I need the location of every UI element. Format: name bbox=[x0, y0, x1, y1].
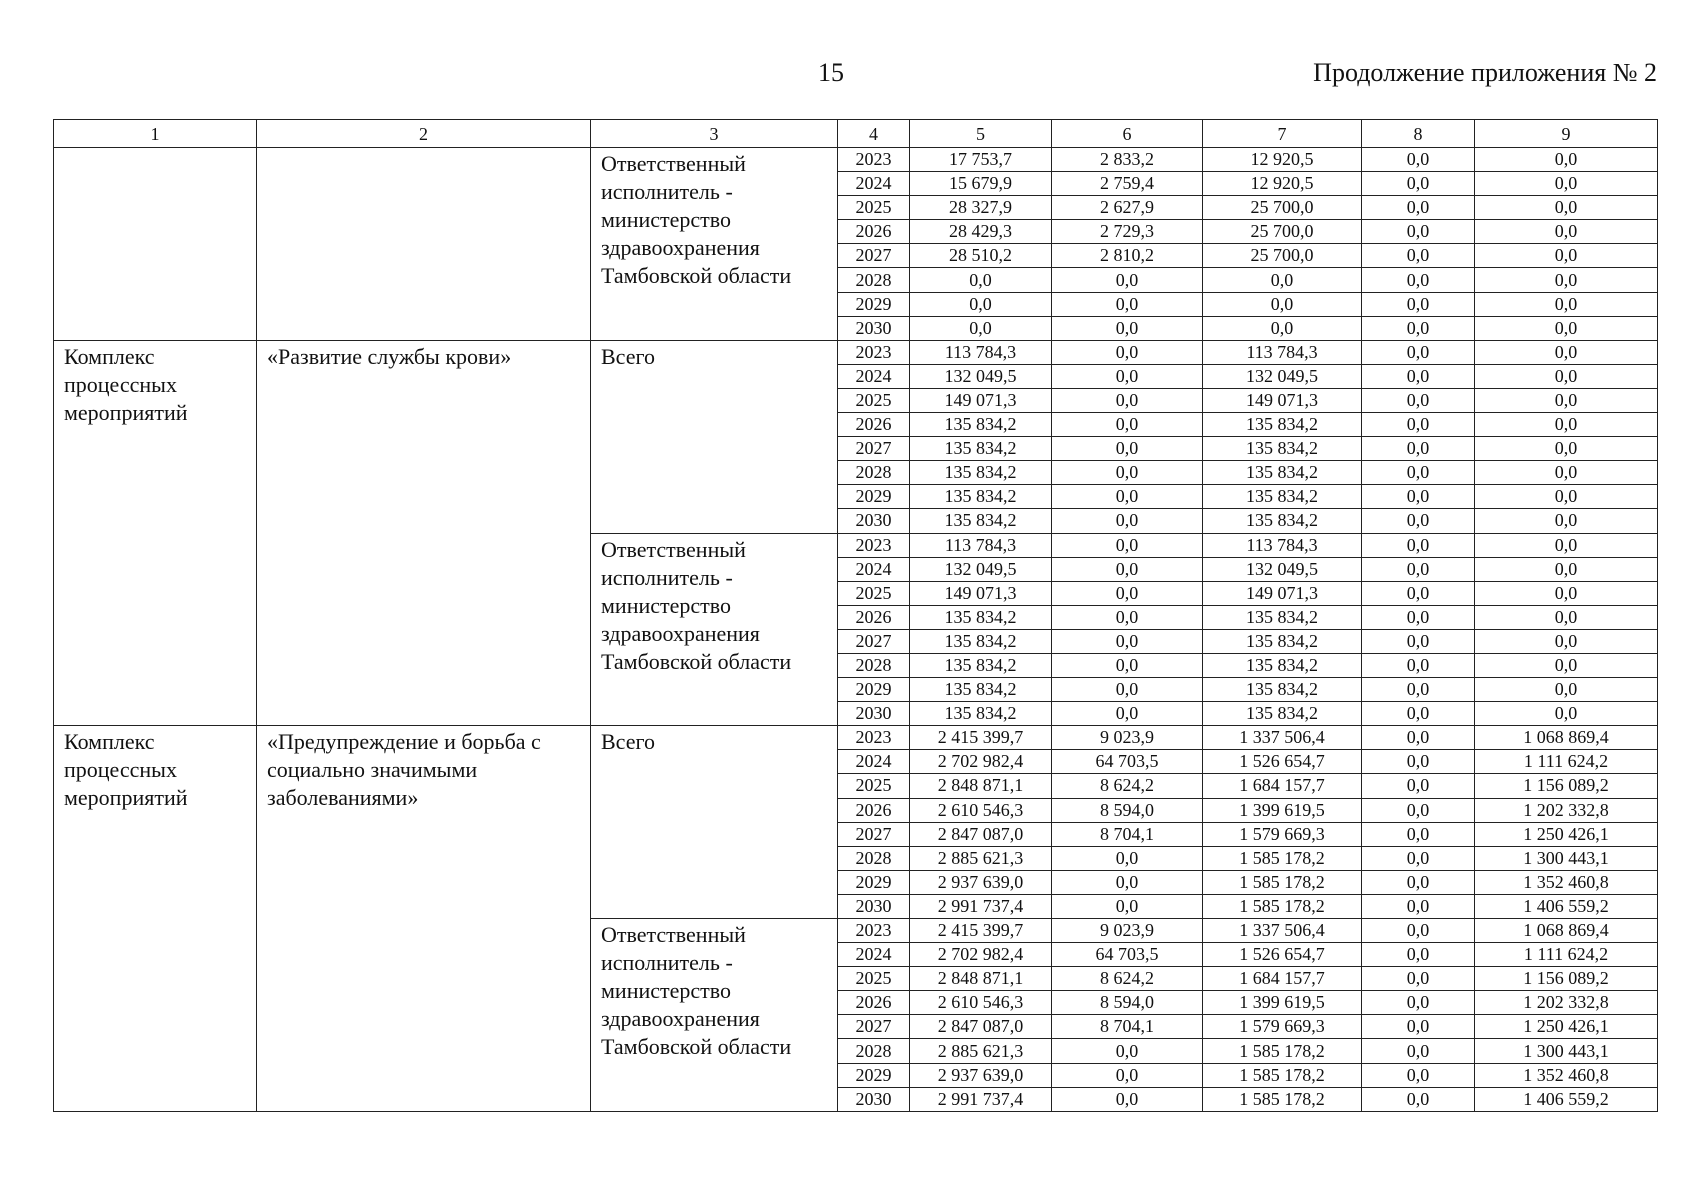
value-cell: 0,0 bbox=[1475, 461, 1658, 485]
value-cell: 1 585 178,2 bbox=[1203, 1087, 1362, 1111]
value-cell: 135 834,2 bbox=[910, 485, 1052, 509]
value-cell: 0,0 bbox=[1362, 581, 1475, 605]
value-cell: 64 703,5 bbox=[1052, 943, 1203, 967]
value-cell: 0,0 bbox=[1052, 533, 1203, 557]
value-cell: 0,0 bbox=[1052, 605, 1203, 629]
value-cell: 0,0 bbox=[1052, 316, 1203, 340]
value-cell: 132 049,5 bbox=[1203, 364, 1362, 388]
value-cell: 9 023,9 bbox=[1052, 726, 1203, 750]
value-cell: 0,0 bbox=[1362, 967, 1475, 991]
value-cell: 0,0 bbox=[1475, 581, 1658, 605]
year-cell: 2023 bbox=[838, 148, 910, 172]
value-cell: 0,0 bbox=[1362, 991, 1475, 1015]
value-cell: 0,0 bbox=[1052, 846, 1203, 870]
table-row bbox=[54, 726, 1658, 750]
year-cell: 2029 bbox=[838, 1063, 910, 1087]
value-cell: 2 937 639,0 bbox=[910, 1063, 1052, 1087]
value-cell: 0,0 bbox=[1362, 196, 1475, 220]
value-cell: 0,0 bbox=[1052, 437, 1203, 461]
value-cell: 0,0 bbox=[1475, 292, 1658, 316]
year-cell: 2026 bbox=[838, 798, 910, 822]
value-cell: 0,0 bbox=[1362, 244, 1475, 268]
executor-cell: Ответственный исполнитель - министерство здравоохранения Тамбовской области bbox=[591, 919, 838, 1112]
value-cell: 1 156 089,2 bbox=[1475, 967, 1658, 991]
value-cell: 0,0 bbox=[1362, 798, 1475, 822]
year-cell: 2030 bbox=[838, 894, 910, 918]
value-cell: 8 704,1 bbox=[1052, 822, 1203, 846]
value-cell: 0,0 bbox=[1475, 148, 1658, 172]
value-cell: 0,0 bbox=[1475, 413, 1658, 437]
executor-cell: Ответственный исполнитель - министерство здравоохранения Тамбовской области bbox=[591, 533, 838, 726]
value-cell: 1 352 460,8 bbox=[1475, 1063, 1658, 1087]
year-cell: 2027 bbox=[838, 629, 910, 653]
year-cell: 2026 bbox=[838, 605, 910, 629]
measure-type-cell: Комплекс процессных мероприятий bbox=[54, 726, 257, 1112]
value-cell: 0,0 bbox=[1362, 437, 1475, 461]
column-header: 2 bbox=[257, 120, 591, 148]
value-cell: 0,0 bbox=[1203, 316, 1362, 340]
value-cell: 0,0 bbox=[1362, 702, 1475, 726]
value-cell: 1 585 178,2 bbox=[1203, 1063, 1362, 1087]
value-cell: 0,0 bbox=[1362, 461, 1475, 485]
measure-name-cell: «Предупреждение и борьба с социально значимыми заболеваниями» bbox=[257, 726, 591, 1112]
value-cell: 8 704,1 bbox=[1052, 1015, 1203, 1039]
table-row bbox=[54, 148, 1658, 172]
column-header: 6 bbox=[1052, 120, 1203, 148]
value-cell: 113 784,3 bbox=[1203, 533, 1362, 557]
value-cell: 0,0 bbox=[1475, 244, 1658, 268]
value-cell: 0,0 bbox=[1362, 557, 1475, 581]
value-cell: 113 784,3 bbox=[910, 533, 1052, 557]
column-header: 1 bbox=[54, 120, 257, 148]
value-cell: 0,0 bbox=[1362, 485, 1475, 509]
value-cell: 1 202 332,8 bbox=[1475, 798, 1658, 822]
year-cell: 2023 bbox=[838, 726, 910, 750]
executor-cell: Ответственный исполнитель - министерство здравоохранения Тамбовской области bbox=[591, 148, 838, 341]
value-cell: 8 624,2 bbox=[1052, 967, 1203, 991]
year-cell: 2026 bbox=[838, 220, 910, 244]
value-cell: 0,0 bbox=[1052, 340, 1203, 364]
year-cell: 2024 bbox=[838, 364, 910, 388]
year-cell: 2024 bbox=[838, 172, 910, 196]
value-cell: 0,0 bbox=[1475, 268, 1658, 292]
value-cell: 2 702 982,4 bbox=[910, 750, 1052, 774]
value-cell: 2 759,4 bbox=[1052, 172, 1203, 196]
value-cell: 1 684 157,7 bbox=[1203, 967, 1362, 991]
value-cell: 2 610 546,3 bbox=[910, 798, 1052, 822]
value-cell: 0,0 bbox=[1362, 870, 1475, 894]
year-cell: 2029 bbox=[838, 870, 910, 894]
value-cell: 0,0 bbox=[1052, 1087, 1203, 1111]
executor-cell: Всего bbox=[591, 340, 838, 533]
year-cell: 2024 bbox=[838, 750, 910, 774]
value-cell: 2 847 087,0 bbox=[910, 822, 1052, 846]
year-cell: 2023 bbox=[838, 919, 910, 943]
value-cell: 1 111 624,2 bbox=[1475, 750, 1658, 774]
value-cell: 1 585 178,2 bbox=[1203, 894, 1362, 918]
year-cell: 2030 bbox=[838, 509, 910, 533]
value-cell: 0,0 bbox=[1052, 1039, 1203, 1063]
value-cell: 1 526 654,7 bbox=[1203, 943, 1362, 967]
value-cell: 0,0 bbox=[1362, 750, 1475, 774]
value-cell: 0,0 bbox=[1052, 268, 1203, 292]
value-cell: 0,0 bbox=[1362, 268, 1475, 292]
value-cell: 0,0 bbox=[1052, 509, 1203, 533]
column-header: 5 bbox=[910, 120, 1052, 148]
value-cell: 0,0 bbox=[1475, 196, 1658, 220]
value-cell: 135 834,2 bbox=[1203, 437, 1362, 461]
value-cell: 28 510,2 bbox=[910, 244, 1052, 268]
value-cell: 0,0 bbox=[1362, 1015, 1475, 1039]
value-cell: 0,0 bbox=[1362, 292, 1475, 316]
value-cell: 0,0 bbox=[1203, 292, 1362, 316]
value-cell: 2 847 087,0 bbox=[910, 1015, 1052, 1039]
value-cell: 17 753,7 bbox=[910, 148, 1052, 172]
value-cell: 135 834,2 bbox=[1203, 485, 1362, 509]
value-cell: 135 834,2 bbox=[1203, 653, 1362, 677]
value-cell: 0,0 bbox=[1362, 1087, 1475, 1111]
value-cell: 64 703,5 bbox=[1052, 750, 1203, 774]
value-cell: 0,0 bbox=[1052, 581, 1203, 605]
value-cell: 1 156 089,2 bbox=[1475, 774, 1658, 798]
value-cell: 0,0 bbox=[1052, 557, 1203, 581]
value-cell: 0,0 bbox=[1052, 629, 1203, 653]
value-cell: 1 300 443,1 bbox=[1475, 1039, 1658, 1063]
value-cell: 2 627,9 bbox=[1052, 196, 1203, 220]
table-body bbox=[54, 148, 1658, 1112]
value-cell: 0,0 bbox=[1362, 726, 1475, 750]
value-cell: 0,0 bbox=[1052, 461, 1203, 485]
year-cell: 2030 bbox=[838, 702, 910, 726]
executor-cell: Всего bbox=[591, 726, 838, 919]
value-cell: 2 810,2 bbox=[1052, 244, 1203, 268]
table-header-row bbox=[54, 120, 1658, 148]
value-cell: 0,0 bbox=[1362, 774, 1475, 798]
value-cell: 135 834,2 bbox=[1203, 413, 1362, 437]
value-cell: 0,0 bbox=[1362, 822, 1475, 846]
value-cell: 0,0 bbox=[1362, 629, 1475, 653]
year-cell: 2026 bbox=[838, 413, 910, 437]
value-cell: 0,0 bbox=[1475, 629, 1658, 653]
value-cell: 1 352 460,8 bbox=[1475, 870, 1658, 894]
value-cell: 135 834,2 bbox=[910, 653, 1052, 677]
value-cell: 2 885 621,3 bbox=[910, 1039, 1052, 1063]
value-cell: 2 991 737,4 bbox=[910, 1087, 1052, 1111]
value-cell: 1 684 157,7 bbox=[1203, 774, 1362, 798]
column-header: 9 bbox=[1475, 120, 1658, 148]
value-cell: 2 702 982,4 bbox=[910, 943, 1052, 967]
value-cell: 8 594,0 bbox=[1052, 798, 1203, 822]
year-cell: 2029 bbox=[838, 485, 910, 509]
value-cell: 0,0 bbox=[1362, 172, 1475, 196]
value-cell: 0,0 bbox=[1362, 943, 1475, 967]
value-cell: 2 833,2 bbox=[1052, 148, 1203, 172]
value-cell: 135 834,2 bbox=[910, 437, 1052, 461]
value-cell: 0,0 bbox=[1052, 894, 1203, 918]
value-cell: 2 937 639,0 bbox=[910, 870, 1052, 894]
value-cell: 1 406 559,2 bbox=[1475, 894, 1658, 918]
value-cell: 0,0 bbox=[1475, 485, 1658, 509]
value-cell: 149 071,3 bbox=[1203, 388, 1362, 412]
value-cell: 1 068 869,4 bbox=[1475, 919, 1658, 943]
value-cell: 0,0 bbox=[1362, 509, 1475, 533]
value-cell: 149 071,3 bbox=[910, 581, 1052, 605]
value-cell: 0,0 bbox=[1362, 533, 1475, 557]
value-cell: 0,0 bbox=[910, 268, 1052, 292]
value-cell: 2 848 871,1 bbox=[910, 774, 1052, 798]
value-cell: 0,0 bbox=[1052, 485, 1203, 509]
page-caption: Продолжение приложения № 2 bbox=[1313, 58, 1657, 87]
value-cell: 0,0 bbox=[1362, 340, 1475, 364]
value-cell: 0,0 bbox=[1362, 1063, 1475, 1087]
value-cell: 135 834,2 bbox=[1203, 702, 1362, 726]
value-cell: 0,0 bbox=[1362, 919, 1475, 943]
value-cell: 2 415 399,7 bbox=[910, 919, 1052, 943]
measure-type-cell bbox=[54, 148, 257, 341]
value-cell: 2 991 737,4 bbox=[910, 894, 1052, 918]
year-cell: 2027 bbox=[838, 822, 910, 846]
value-cell: 2 848 871,1 bbox=[910, 967, 1052, 991]
value-cell: 0,0 bbox=[1362, 653, 1475, 677]
value-cell: 0,0 bbox=[1475, 316, 1658, 340]
value-cell: 1 399 619,5 bbox=[1203, 991, 1362, 1015]
measure-name-cell: «Развитие службы крови» bbox=[257, 340, 591, 726]
value-cell: 0,0 bbox=[1475, 388, 1658, 412]
value-cell: 0,0 bbox=[1475, 678, 1658, 702]
value-cell: 1 399 619,5 bbox=[1203, 798, 1362, 822]
value-cell: 0,0 bbox=[1475, 220, 1658, 244]
value-cell: 149 071,3 bbox=[1203, 581, 1362, 605]
value-cell: 135 834,2 bbox=[910, 702, 1052, 726]
value-cell: 1 111 624,2 bbox=[1475, 943, 1658, 967]
value-cell: 8 624,2 bbox=[1052, 774, 1203, 798]
year-cell: 2025 bbox=[838, 388, 910, 412]
value-cell: 28 327,9 bbox=[910, 196, 1052, 220]
value-cell: 0,0 bbox=[1475, 340, 1658, 364]
value-cell: 135 834,2 bbox=[910, 629, 1052, 653]
value-cell: 113 784,3 bbox=[1203, 340, 1362, 364]
year-cell: 2027 bbox=[838, 437, 910, 461]
value-cell: 0,0 bbox=[1052, 388, 1203, 412]
year-cell: 2028 bbox=[838, 461, 910, 485]
value-cell: 1 585 178,2 bbox=[1203, 846, 1362, 870]
value-cell: 135 834,2 bbox=[1203, 461, 1362, 485]
year-cell: 2030 bbox=[838, 1087, 910, 1111]
value-cell: 1 202 332,8 bbox=[1475, 991, 1658, 1015]
year-cell: 2028 bbox=[838, 1039, 910, 1063]
value-cell: 25 700,0 bbox=[1203, 220, 1362, 244]
value-cell: 2 729,3 bbox=[1052, 220, 1203, 244]
year-cell: 2028 bbox=[838, 653, 910, 677]
value-cell: 0,0 bbox=[1475, 605, 1658, 629]
value-cell: 0,0 bbox=[1362, 678, 1475, 702]
value-cell: 149 071,3 bbox=[910, 388, 1052, 412]
value-cell: 135 834,2 bbox=[910, 605, 1052, 629]
value-cell: 1 337 506,4 bbox=[1203, 726, 1362, 750]
value-cell: 0,0 bbox=[1475, 364, 1658, 388]
year-cell: 2025 bbox=[838, 774, 910, 798]
value-cell: 0,0 bbox=[1362, 364, 1475, 388]
value-cell: 1 526 654,7 bbox=[1203, 750, 1362, 774]
value-cell: 0,0 bbox=[1362, 605, 1475, 629]
year-cell: 2028 bbox=[838, 268, 910, 292]
value-cell: 8 594,0 bbox=[1052, 991, 1203, 1015]
value-cell: 0,0 bbox=[1362, 1039, 1475, 1063]
page-number: 15 bbox=[818, 58, 844, 87]
value-cell: 0,0 bbox=[910, 316, 1052, 340]
value-cell: 0,0 bbox=[1052, 870, 1203, 894]
measure-type-cell: Комплекс процессных мероприятий bbox=[54, 340, 257, 726]
value-cell: 0,0 bbox=[1052, 413, 1203, 437]
year-cell: 2025 bbox=[838, 581, 910, 605]
value-cell: 1 585 178,2 bbox=[1203, 870, 1362, 894]
value-cell: 2 610 546,3 bbox=[910, 991, 1052, 1015]
year-cell: 2025 bbox=[838, 196, 910, 220]
measure-name-cell bbox=[257, 148, 591, 341]
value-cell: 0,0 bbox=[1052, 1063, 1203, 1087]
value-cell: 0,0 bbox=[1475, 557, 1658, 581]
year-cell: 2027 bbox=[838, 1015, 910, 1039]
value-cell: 0,0 bbox=[1362, 846, 1475, 870]
value-cell: 0,0 bbox=[1362, 894, 1475, 918]
value-cell: 1 579 669,3 bbox=[1203, 1015, 1362, 1039]
value-cell: 0,0 bbox=[1475, 437, 1658, 461]
table-row bbox=[54, 340, 1658, 364]
value-cell: 132 049,5 bbox=[910, 364, 1052, 388]
value-cell: 135 834,2 bbox=[1203, 509, 1362, 533]
value-cell: 1 250 426,1 bbox=[1475, 1015, 1658, 1039]
value-cell: 0,0 bbox=[1052, 702, 1203, 726]
value-cell: 135 834,2 bbox=[910, 509, 1052, 533]
value-cell: 135 834,2 bbox=[910, 413, 1052, 437]
year-cell: 2024 bbox=[838, 943, 910, 967]
value-cell: 0,0 bbox=[1052, 364, 1203, 388]
value-cell: 1 585 178,2 bbox=[1203, 1039, 1362, 1063]
year-cell: 2023 bbox=[838, 340, 910, 364]
value-cell: 135 834,2 bbox=[1203, 605, 1362, 629]
value-cell: 132 049,5 bbox=[1203, 557, 1362, 581]
value-cell: 1 337 506,4 bbox=[1203, 919, 1362, 943]
value-cell: 113 784,3 bbox=[910, 340, 1052, 364]
value-cell: 0,0 bbox=[1475, 509, 1658, 533]
value-cell: 135 834,2 bbox=[1203, 629, 1362, 653]
value-cell: 12 920,5 bbox=[1203, 172, 1362, 196]
year-cell: 2026 bbox=[838, 991, 910, 1015]
column-header: 3 bbox=[591, 120, 838, 148]
year-cell: 2029 bbox=[838, 292, 910, 316]
column-header: 7 bbox=[1203, 120, 1362, 148]
value-cell: 0,0 bbox=[910, 292, 1052, 316]
year-cell: 2025 bbox=[838, 967, 910, 991]
column-header: 4 bbox=[838, 120, 910, 148]
year-cell: 2023 bbox=[838, 533, 910, 557]
value-cell: 15 679,9 bbox=[910, 172, 1052, 196]
value-cell: 9 023,9 bbox=[1052, 919, 1203, 943]
value-cell: 132 049,5 bbox=[910, 557, 1052, 581]
value-cell: 2 415 399,7 bbox=[910, 726, 1052, 750]
value-cell: 25 700,0 bbox=[1203, 244, 1362, 268]
value-cell: 0,0 bbox=[1052, 678, 1203, 702]
year-cell: 2024 bbox=[838, 557, 910, 581]
value-cell: 0,0 bbox=[1203, 268, 1362, 292]
value-cell: 12 920,5 bbox=[1203, 148, 1362, 172]
year-cell: 2030 bbox=[838, 316, 910, 340]
financing-table bbox=[53, 119, 1658, 1112]
value-cell: 0,0 bbox=[1475, 172, 1658, 196]
value-cell: 0,0 bbox=[1475, 533, 1658, 557]
value-cell: 135 834,2 bbox=[1203, 678, 1362, 702]
value-cell: 135 834,2 bbox=[910, 461, 1052, 485]
value-cell: 1 300 443,1 bbox=[1475, 846, 1658, 870]
value-cell: 28 429,3 bbox=[910, 220, 1052, 244]
value-cell: 1 068 869,4 bbox=[1475, 726, 1658, 750]
value-cell: 25 700,0 bbox=[1203, 196, 1362, 220]
value-cell: 0,0 bbox=[1362, 388, 1475, 412]
value-cell: 135 834,2 bbox=[910, 678, 1052, 702]
value-cell: 0,0 bbox=[1362, 220, 1475, 244]
value-cell: 0,0 bbox=[1475, 702, 1658, 726]
column-header: 8 bbox=[1362, 120, 1475, 148]
year-cell: 2028 bbox=[838, 846, 910, 870]
value-cell: 1 406 559,2 bbox=[1475, 1087, 1658, 1111]
year-cell: 2027 bbox=[838, 244, 910, 268]
year-cell: 2029 bbox=[838, 678, 910, 702]
value-cell: 0,0 bbox=[1052, 292, 1203, 316]
value-cell: 0,0 bbox=[1052, 653, 1203, 677]
value-cell: 1 579 669,3 bbox=[1203, 822, 1362, 846]
value-cell: 0,0 bbox=[1362, 148, 1475, 172]
value-cell: 1 250 426,1 bbox=[1475, 822, 1658, 846]
value-cell: 0,0 bbox=[1475, 653, 1658, 677]
value-cell: 0,0 bbox=[1362, 413, 1475, 437]
value-cell: 2 885 621,3 bbox=[910, 846, 1052, 870]
value-cell: 0,0 bbox=[1362, 316, 1475, 340]
